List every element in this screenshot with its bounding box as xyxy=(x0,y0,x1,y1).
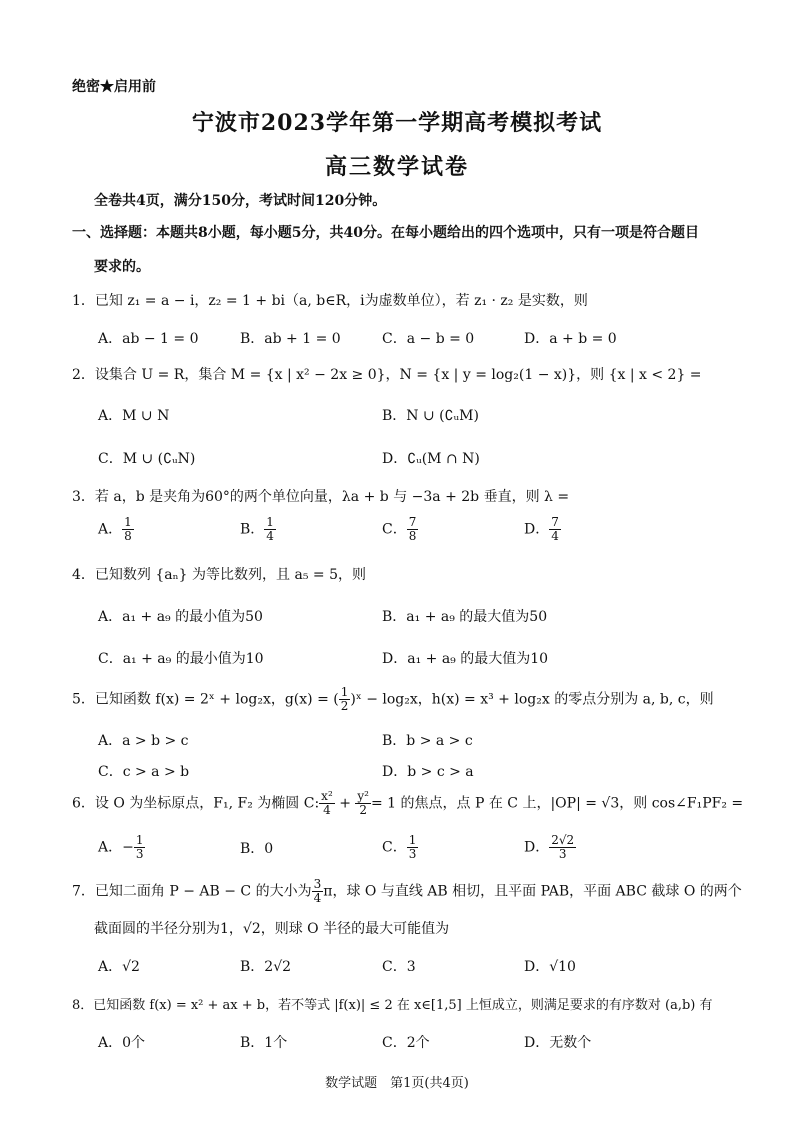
question-8-option-c: C．2个 xyxy=(382,1035,430,1051)
fraction xyxy=(549,834,576,861)
question-7-option-a: A．√2 xyxy=(98,959,140,975)
question-1-option-d: D．a + b = 0 xyxy=(524,331,617,347)
question-7-stem-part1: 7．已知二面角 P − AB − C 的大小为 xyxy=(72,883,312,900)
question-1-option-a: A．ab − 1 = 0 xyxy=(98,331,199,347)
question-2-stem: 2．设集合 U = R，集合 M = {x | x² − 2x ≥ 0}，N = {x | y = log₂(1 − x)}，则 {x | x < 2} = xyxy=(72,367,702,383)
confidential-label: 绝密★启用前 xyxy=(72,79,156,95)
option-label: D． xyxy=(524,521,550,538)
exam-subtitle: 高三数学试卷 xyxy=(324,154,469,180)
question-6-stem xyxy=(72,790,743,817)
question-1-option-b: B．ab + 1 = 0 xyxy=(240,331,341,347)
question-6-option-d xyxy=(524,834,576,861)
numerator: 1 xyxy=(135,833,144,847)
question-4-option-c: C．a₁ + a₉ 的最小值为10 xyxy=(98,651,264,667)
numerator: y² xyxy=(357,789,369,803)
question-8-option-a: A．0个 xyxy=(98,1035,146,1051)
question-5-option-b: B．b > a > c xyxy=(382,733,473,749)
question-3-option-d xyxy=(524,516,561,543)
question-4-option-a: A．a₁ + a₉ 的最小值为50 xyxy=(98,609,263,625)
fraction xyxy=(134,834,146,861)
fraction xyxy=(312,878,324,905)
numerator: x² xyxy=(321,789,333,803)
option-label: A．− xyxy=(98,839,134,856)
question-8-stem: 8．已知函数 f(x) = x² + ax + b，若不等式 |f(x)| ≤ 2 在 x∈[1,5] 上恒成立，则满足要求的有序数对 (a,b) 有 xyxy=(72,998,713,1013)
fraction xyxy=(355,790,371,817)
question-6-stem-part2: = 1 的焦点，点 P 在 C 上，|OP| = √3，则 cos∠F₁PF₂ = xyxy=(370,795,744,812)
option-label: C． xyxy=(382,839,407,856)
question-5-stem xyxy=(72,686,714,713)
numerator: 2√2 xyxy=(551,833,575,847)
section-heading-line1: 一、选择题：本题共8小题，每小题5分，共40分。在每小题给出的四个选项中，只有一项是符合题目 xyxy=(72,225,699,241)
denominator: 3 xyxy=(558,847,567,862)
question-2-option-b: B．N ∪ (∁ᵤM) xyxy=(382,408,479,424)
denominator: 2 xyxy=(359,803,367,818)
denominator: 3 xyxy=(135,847,144,862)
question-5-option-a: A．a > b > c xyxy=(98,733,189,749)
question-7-stem-line2: 截面圆的半径分别为1，√2，则球 O 半径的最大可能值为 xyxy=(94,921,450,937)
option-label: C． xyxy=(382,521,407,538)
question-7-option-b: B．2√2 xyxy=(240,959,292,975)
denominator: 3 xyxy=(408,847,417,862)
question-8-option-d: D．无数个 xyxy=(524,1035,592,1051)
question-4-option-d: D．a₁ + a₉ 的最大值为10 xyxy=(382,651,549,667)
denominator: 4 xyxy=(323,803,331,818)
option-label: D． xyxy=(524,839,550,856)
fraction xyxy=(549,516,561,543)
exam-intro: 全卷共4页，满分150分，考试时间120分钟。 xyxy=(94,193,387,209)
fraction xyxy=(264,516,276,543)
question-6-stem-part1: 6．设 O 为坐标原点，F₁, F₂ 为椭圆 C: xyxy=(72,795,320,812)
numerator: 1 xyxy=(408,833,417,847)
question-5-option-d: D．b > c > a xyxy=(382,764,474,780)
question-7-stem xyxy=(72,878,742,905)
numerator: 1 xyxy=(340,685,349,699)
question-5-stem-part1: 5．已知函数 f(x) = 2ˣ + log₂x，g(x) = ( xyxy=(72,691,339,708)
question-4-option-b: B．a₁ + a₉ 的最大值为50 xyxy=(382,609,548,625)
question-7-option-d: D．√10 xyxy=(524,959,576,975)
question-6-option-c xyxy=(382,834,418,861)
denominator: 4 xyxy=(266,529,274,544)
fraction xyxy=(407,834,419,861)
question-6-option-b: B．0 xyxy=(240,841,274,857)
question-1-option-c: C．a − b = 0 xyxy=(382,331,475,347)
question-1-stem: 1．已知 z₁ = a − i，z₂ = 1 + bi（a, b∈R，i为虚数单位），若 z₁ · z₂ 是实数，则 xyxy=(72,293,588,309)
fraction xyxy=(339,686,351,713)
numerator: 7 xyxy=(408,515,417,529)
denominator: 8 xyxy=(408,529,417,544)
denominator: 4 xyxy=(313,891,322,906)
question-3-option-b xyxy=(240,516,276,543)
fraction xyxy=(319,790,335,817)
numerator: 3 xyxy=(313,877,322,891)
question-2-option-a: A．M ∪ N xyxy=(98,408,170,424)
question-7-stem-part2: π，球 O 与直线 AB 相切，且平面 PAB，平面 ABC 截球 O 的两个 xyxy=(323,883,742,900)
question-2-option-d: D．∁ᵤ(M ∩ N) xyxy=(382,451,480,467)
denominator: 4 xyxy=(551,529,559,544)
question-5-stem-part2: )ˣ − log₂x，h(x) = x³ + log₂x 的零点分别为 a, b, c，则 xyxy=(350,691,714,708)
question-8-option-b: B．1个 xyxy=(240,1035,288,1051)
fraction xyxy=(122,516,134,543)
question-3-option-a xyxy=(98,516,134,543)
numerator: 1 xyxy=(266,515,274,529)
exam-title: 宁波市2023学年第一学期高考模拟考试 xyxy=(191,110,603,136)
fraction xyxy=(407,516,419,543)
numerator: 7 xyxy=(551,515,559,529)
option-label: B． xyxy=(240,521,265,538)
question-5-option-c: C．c > a > b xyxy=(98,764,190,780)
section-heading-line2: 要求的。 xyxy=(94,259,150,275)
question-7-option-c: C．3 xyxy=(382,959,416,975)
question-3-stem: 3．若 a，b 是夹角为60°的两个单位向量，λa + b 与 −3a + 2b 垂直，则 λ = xyxy=(72,489,570,505)
denominator: 8 xyxy=(124,529,132,544)
numerator: 1 xyxy=(124,515,132,529)
page-footer: 数学试题 第1页(共4页) xyxy=(325,1076,469,1091)
question-6-option-a xyxy=(98,834,145,861)
plus-sign: + xyxy=(334,795,356,812)
question-4-stem: 4．已知数列 {aₙ} 为等比数列，且 a₅ = 5，则 xyxy=(72,567,366,583)
option-label: A． xyxy=(98,521,123,538)
question-3-option-c xyxy=(382,516,418,543)
question-2-option-c: C．M ∪ (∁ᵤN) xyxy=(98,451,196,467)
denominator: 2 xyxy=(340,699,349,714)
